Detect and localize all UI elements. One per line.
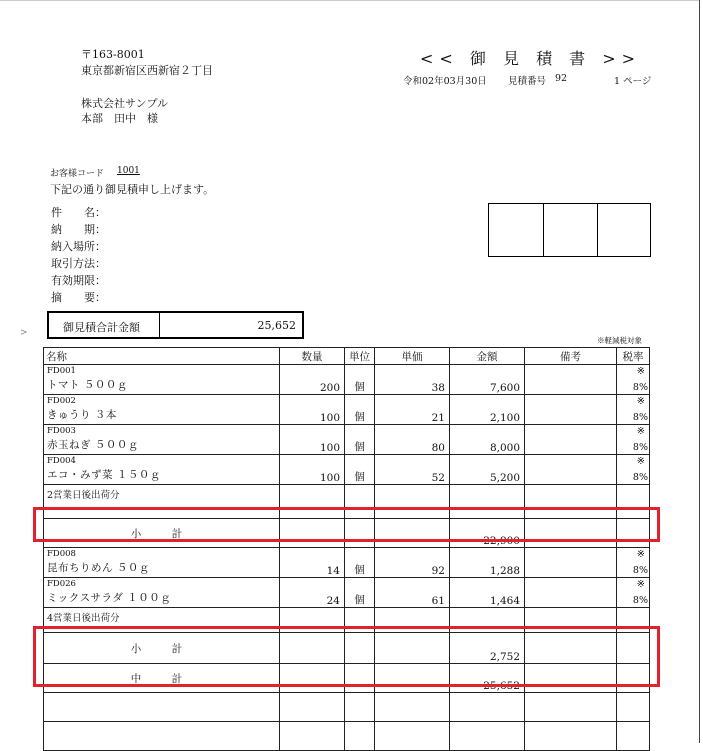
customer-code: 1001 bbox=[117, 166, 140, 176]
item-unit: 個 bbox=[345, 425, 375, 455]
total-amount-box bbox=[47, 311, 304, 339]
items-table bbox=[43, 347, 650, 751]
item-remarks bbox=[525, 548, 617, 578]
table-row bbox=[44, 455, 650, 485]
item-code: FD001 bbox=[47, 366, 76, 376]
subtotal-label: 小 計 bbox=[44, 519, 280, 548]
item-amount: 2,100 bbox=[450, 395, 525, 425]
shipping-note: 4営業日後出荷分 bbox=[47, 613, 120, 624]
header-unit: 単位 bbox=[345, 348, 375, 365]
item-price: 21 bbox=[375, 395, 450, 425]
empty-row bbox=[44, 722, 650, 751]
item-code: FD026 bbox=[47, 579, 76, 589]
field-payment-method: 取引方法： bbox=[51, 257, 106, 270]
page-top-edge bbox=[0, 0, 700, 1]
reduced-tax-mark: ※ bbox=[636, 579, 645, 590]
item-tax: 8% bbox=[632, 595, 648, 606]
reduced-tax-mark: ※ bbox=[636, 396, 645, 407]
item-remarks bbox=[525, 455, 617, 485]
field-valid-until: 有効期限： bbox=[51, 274, 106, 287]
item-price: 52 bbox=[375, 455, 450, 485]
shipping-note-row bbox=[44, 485, 650, 510]
item-qty: 24 bbox=[280, 578, 345, 608]
item-code: FD004 bbox=[47, 456, 76, 466]
item-unit: 個 bbox=[345, 578, 375, 608]
seal-divider bbox=[543, 204, 544, 256]
sender-postal: 〒163-8001 bbox=[81, 48, 145, 61]
total-value: 25,652 bbox=[257, 319, 296, 332]
item-qty: 100 bbox=[280, 425, 345, 455]
item-code: FD008 bbox=[47, 549, 76, 559]
field-delivery-date: 納 期： bbox=[51, 223, 106, 236]
item-unit: 個 bbox=[345, 395, 375, 425]
table-row bbox=[44, 425, 650, 455]
subtotal-value: 2,752 bbox=[450, 633, 525, 664]
reduced-tax-mark: ※ bbox=[636, 456, 645, 467]
subtotal-value: 22,900 bbox=[450, 519, 525, 548]
reduced-tax-note: ※軽減税対象 bbox=[597, 336, 642, 345]
item-qty: 200 bbox=[280, 365, 345, 395]
item-price: 61 bbox=[375, 578, 450, 608]
field-subject: 件 名： bbox=[51, 206, 106, 219]
item-tax: 8% bbox=[632, 472, 648, 483]
empty-row bbox=[44, 693, 650, 722]
header-amount: 金額 bbox=[450, 348, 525, 365]
item-name: ミックスサラダ １００ｇ bbox=[47, 592, 172, 604]
recipient-company: 株式会社サンプル bbox=[81, 97, 169, 110]
item-name: エコ・みず菜 １５０ｇ bbox=[47, 469, 161, 481]
subtotal-label: 小 計 bbox=[44, 633, 280, 664]
item-qty: 100 bbox=[280, 395, 345, 425]
item-code: FD002 bbox=[47, 396, 76, 406]
item-name: きゅうり ３本 bbox=[47, 409, 117, 421]
table-row bbox=[44, 548, 650, 578]
item-remarks bbox=[525, 425, 617, 455]
page-number: 1 ページ bbox=[614, 76, 652, 87]
item-name: トマト ５００ｇ bbox=[47, 379, 128, 391]
item-unit: 個 bbox=[345, 455, 375, 485]
highlight-box-subtotal bbox=[33, 507, 660, 542]
item-remarks bbox=[525, 395, 617, 425]
item-unit: 個 bbox=[345, 548, 375, 578]
table-header-row bbox=[44, 348, 650, 365]
reduced-tax-mark: ※ bbox=[636, 426, 645, 437]
item-tax: 8% bbox=[632, 412, 648, 423]
field-summary: 摘 要： bbox=[51, 291, 106, 304]
item-amount: 5,200 bbox=[450, 455, 525, 485]
item-price: 92 bbox=[375, 548, 450, 578]
estimate-number: 92 bbox=[555, 73, 568, 84]
item-remarks bbox=[525, 365, 617, 395]
highlight-box-totals bbox=[33, 626, 660, 687]
item-qty: 14 bbox=[280, 548, 345, 578]
total-label: 御見積合計金額 bbox=[63, 321, 140, 334]
item-code: FD003 bbox=[47, 426, 76, 436]
item-tax: 8% bbox=[632, 565, 648, 576]
item-name: 赤玉ねぎ ５００ｇ bbox=[47, 439, 139, 451]
table-row bbox=[44, 395, 650, 425]
item-qty: 100 bbox=[280, 455, 345, 485]
header-price: 単価 bbox=[375, 348, 450, 365]
customer-code-label: お客様コード bbox=[50, 169, 105, 179]
reduced-tax-mark: ※ bbox=[636, 549, 645, 560]
header-remarks: 備考 bbox=[525, 348, 617, 365]
greeting: 下記の通り御見積申し上げます。 bbox=[50, 183, 215, 196]
header-qty: 数量 bbox=[280, 348, 345, 365]
item-amount: 1,288 bbox=[450, 548, 525, 578]
item-remarks bbox=[525, 578, 617, 608]
item-name: 昆布ちりめん ５０ｇ bbox=[47, 562, 150, 574]
table-row bbox=[44, 578, 650, 608]
item-unit: 個 bbox=[345, 365, 375, 395]
item-tax: 8% bbox=[632, 382, 648, 393]
header-tax: 税率 bbox=[617, 348, 650, 365]
item-tax: 8% bbox=[632, 442, 648, 453]
recipient-person: 本部 田中 様 bbox=[81, 112, 158, 125]
margin-mark: > bbox=[20, 328, 28, 338]
estimate-number-label: 見積番号 bbox=[508, 76, 547, 87]
document-title: << 御 見 積 書 >> bbox=[420, 49, 642, 68]
midtotal-value: 25,652 bbox=[450, 664, 525, 693]
table-row bbox=[44, 365, 650, 395]
midtotal-label: 中 計 bbox=[44, 664, 280, 693]
shipping-note: 2営業日後出荷分 bbox=[47, 490, 120, 501]
item-amount: 1,464 bbox=[450, 578, 525, 608]
item-amount: 8,000 bbox=[450, 425, 525, 455]
page-right-edge bbox=[699, 0, 700, 743]
item-price: 38 bbox=[375, 365, 450, 395]
item-amount: 7,600 bbox=[450, 365, 525, 395]
header-name: 名称 bbox=[44, 348, 280, 365]
seal-boxes bbox=[488, 203, 651, 257]
item-price: 80 bbox=[375, 425, 450, 455]
issue-date: 令和02年03月30日 bbox=[403, 76, 487, 87]
sender-address: 東京都新宿区西新宿２丁目 bbox=[81, 64, 213, 77]
seal-divider bbox=[597, 204, 598, 256]
field-delivery-place: 納入場所： bbox=[51, 240, 106, 253]
reduced-tax-mark: ※ bbox=[636, 366, 645, 377]
total-divider bbox=[159, 313, 160, 337]
